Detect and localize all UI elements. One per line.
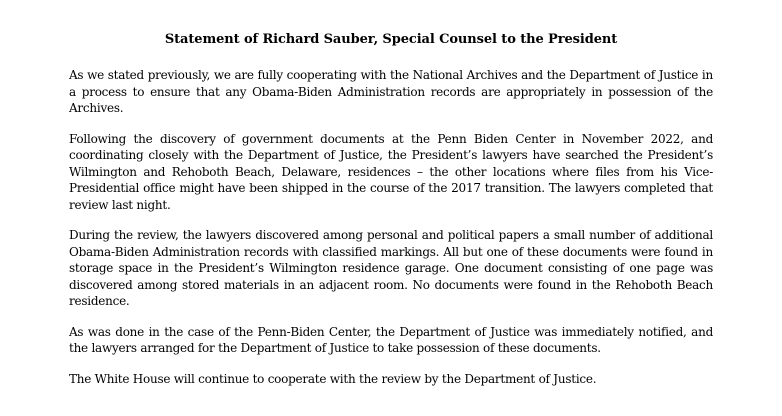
- paragraph-closing: The White House will continue to cooperate with the review by the Department of Justice.: [69, 371, 597, 386]
- paragraph-discovery: During the review, the lawyers discovered among personal and political papers a small number of additional Obama-Biden Administration records with classified markings. All but one of these documents were found in storage space in the President’s Wilmington residence garage. One document consisting of one page was discovered among stored materials in an adjacent room. No documents were found in the Rehoboth Beach residence.: [69, 228, 713, 308]
- statement-document: [69, 31, 713, 387]
- paragraph-search: Following the discovery of government documents at the Penn Biden Center in November 2022, and coordinating closely with the Department of Justice, the President’s lawyers have searched the President’s Wilmington and Rehoboth Beach, Delaware, residences – the other locations where files from his Vice-Presidential office might have been shipped in the course of the 2017 transition. The lawyers completed that review last night.: [69, 131, 713, 212]
- statement-title: Statement of Richard Sauber, Special Counsel to the President: [164, 32, 618, 47]
- paragraph-notification: As was done in the case of the Penn-Biden Center, the Department of Justice was immediately notified, and the lawyers arranged for the Department of Justice to take possession of these documents.: [69, 324, 713, 355]
- paragraph-cooperation: As we stated previously, we are fully cooperating with the National Archives and the Department of Justice in a process to ensure that any Obama-Biden Administration records are appropriately in possession of the Archives.: [69, 68, 713, 115]
